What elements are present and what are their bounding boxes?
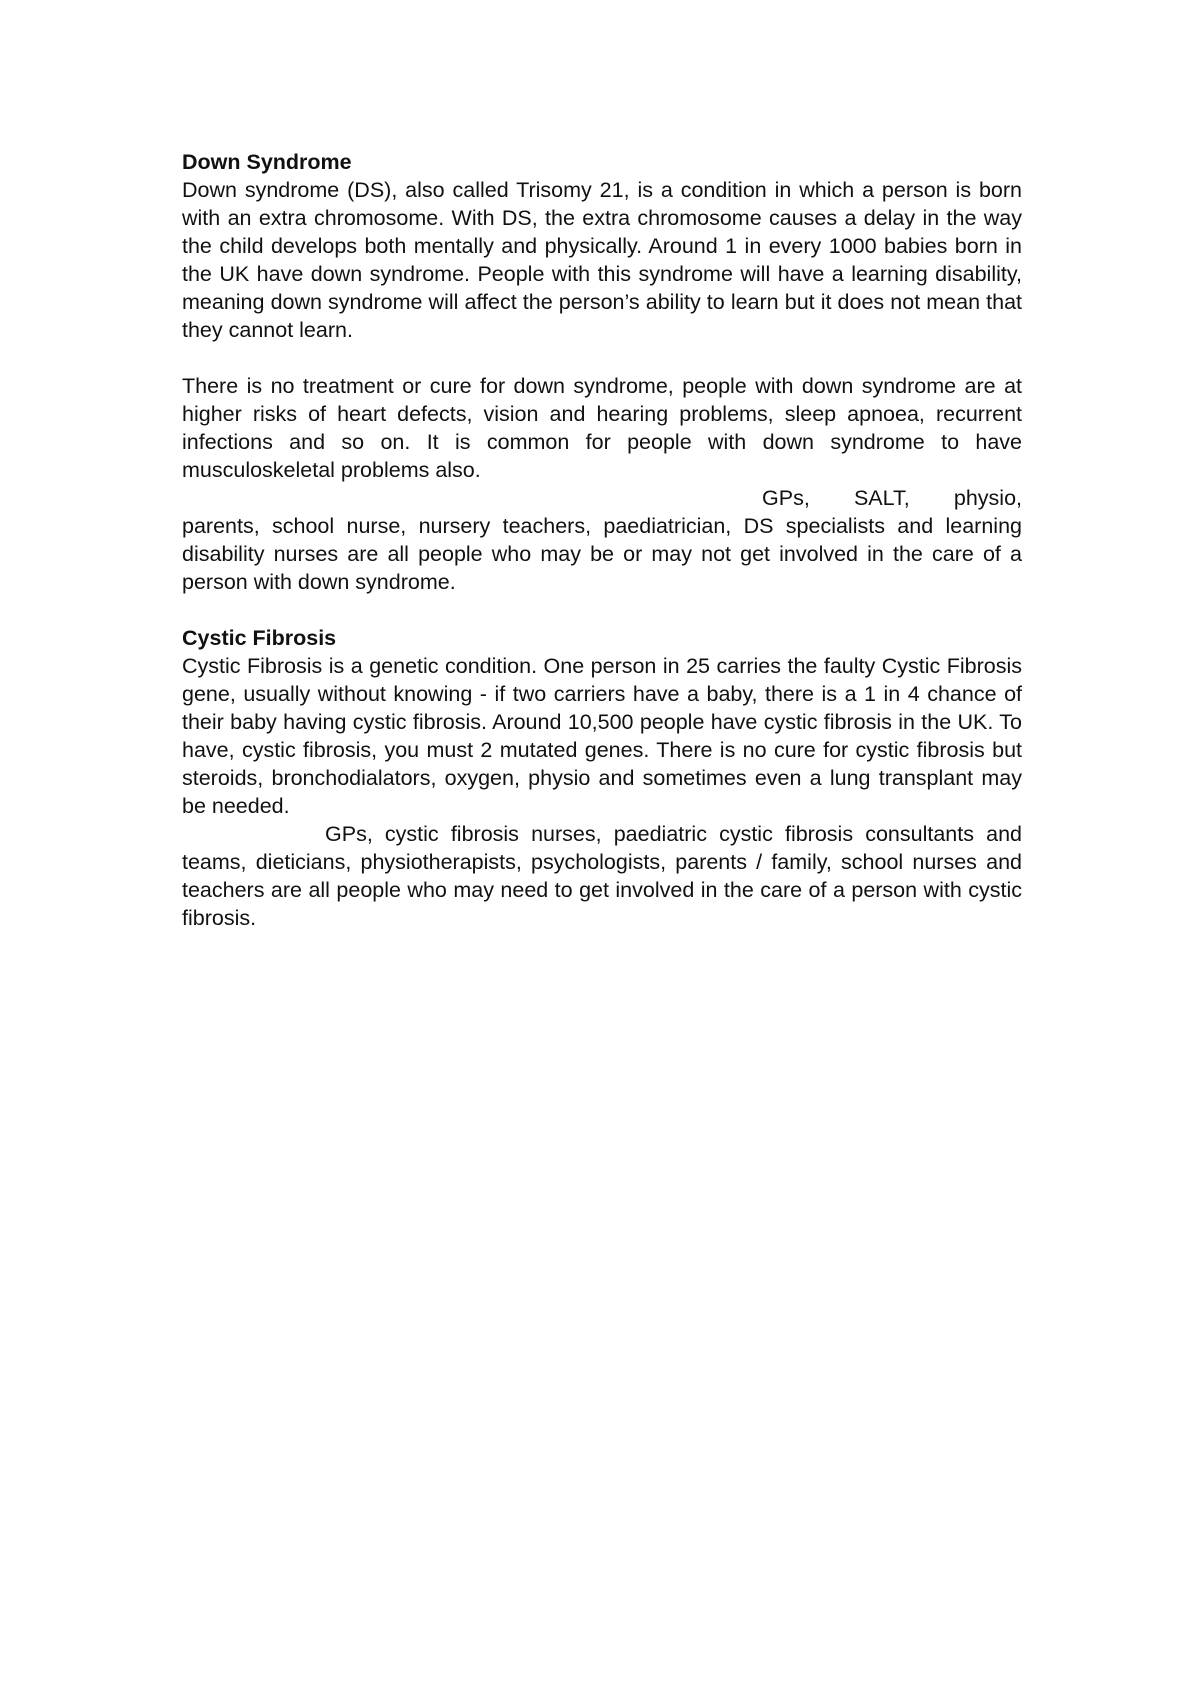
paragraph-spacer	[182, 344, 1022, 372]
down-syndrome-treatment-paragraph: There is no treatment or cure for down syndrome, people with down syndrome are at higher risks of heart defects, vision and hearing problems, sleep apnoea, recurrent infections and so on. It is common for people with down syndrome to have musculoskeletal problems also.	[182, 374, 1022, 482]
section-heading-cystic-fibrosis: Cystic Fibrosis	[182, 626, 337, 650]
down-syndrome-intro-paragraph: Down syndrome (DS), also called Trisomy 21, is a condition in which a person is born with an extra chromosome. With DS, the extra chromosome causes a delay in the way the child develops both mentally and physically. Around 1 in every 1000 babies born in the UK have down syndrome. People with this syndrome will have a learning disability, meaning down syndrome will affect the person’s ability to learn but it does not mean that they cannot learn.	[182, 178, 1022, 342]
document-body	[182, 148, 1022, 932]
cystic-fibrosis-intro-paragraph: Cystic Fibrosis is a genetic condition. One person in 25 carries the faulty Cystic Fibrosis gene, usually without knowing - if two carriers have a baby, there is a 1 in 4 chance of their baby having cystic fibrosis. Around 10,500 people have cystic fibrosis in the UK. To have, cystic fibrosis, you must 2 mutated genes. There is no cure for cystic fibrosis but steroids, bronchodialators, oxygen, physio and sometimes even a lung transplant may be needed.	[182, 654, 1022, 818]
cystic-fibrosis-care-paragraph: GPs, cystic fibrosis nurses, paediatric cystic fibrosis consultants and teams, dieticians, physiotherapists, psychologists, parents / family, school nurses and teachers are all people who may need to get involved in the care of a person with cystic fibrosis.	[182, 822, 1022, 930]
section-heading-down-syndrome: Down Syndrome	[182, 150, 352, 174]
down-syndrome-care-paragraph: GPs, SALT, physio, parents, school nurse, nursery teachers, paediatrician, DS specialists and learning disability nurses are all people who may be or may not get involved in the care of a person with down syndrome.	[182, 486, 1022, 594]
section-spacer	[182, 596, 1022, 624]
